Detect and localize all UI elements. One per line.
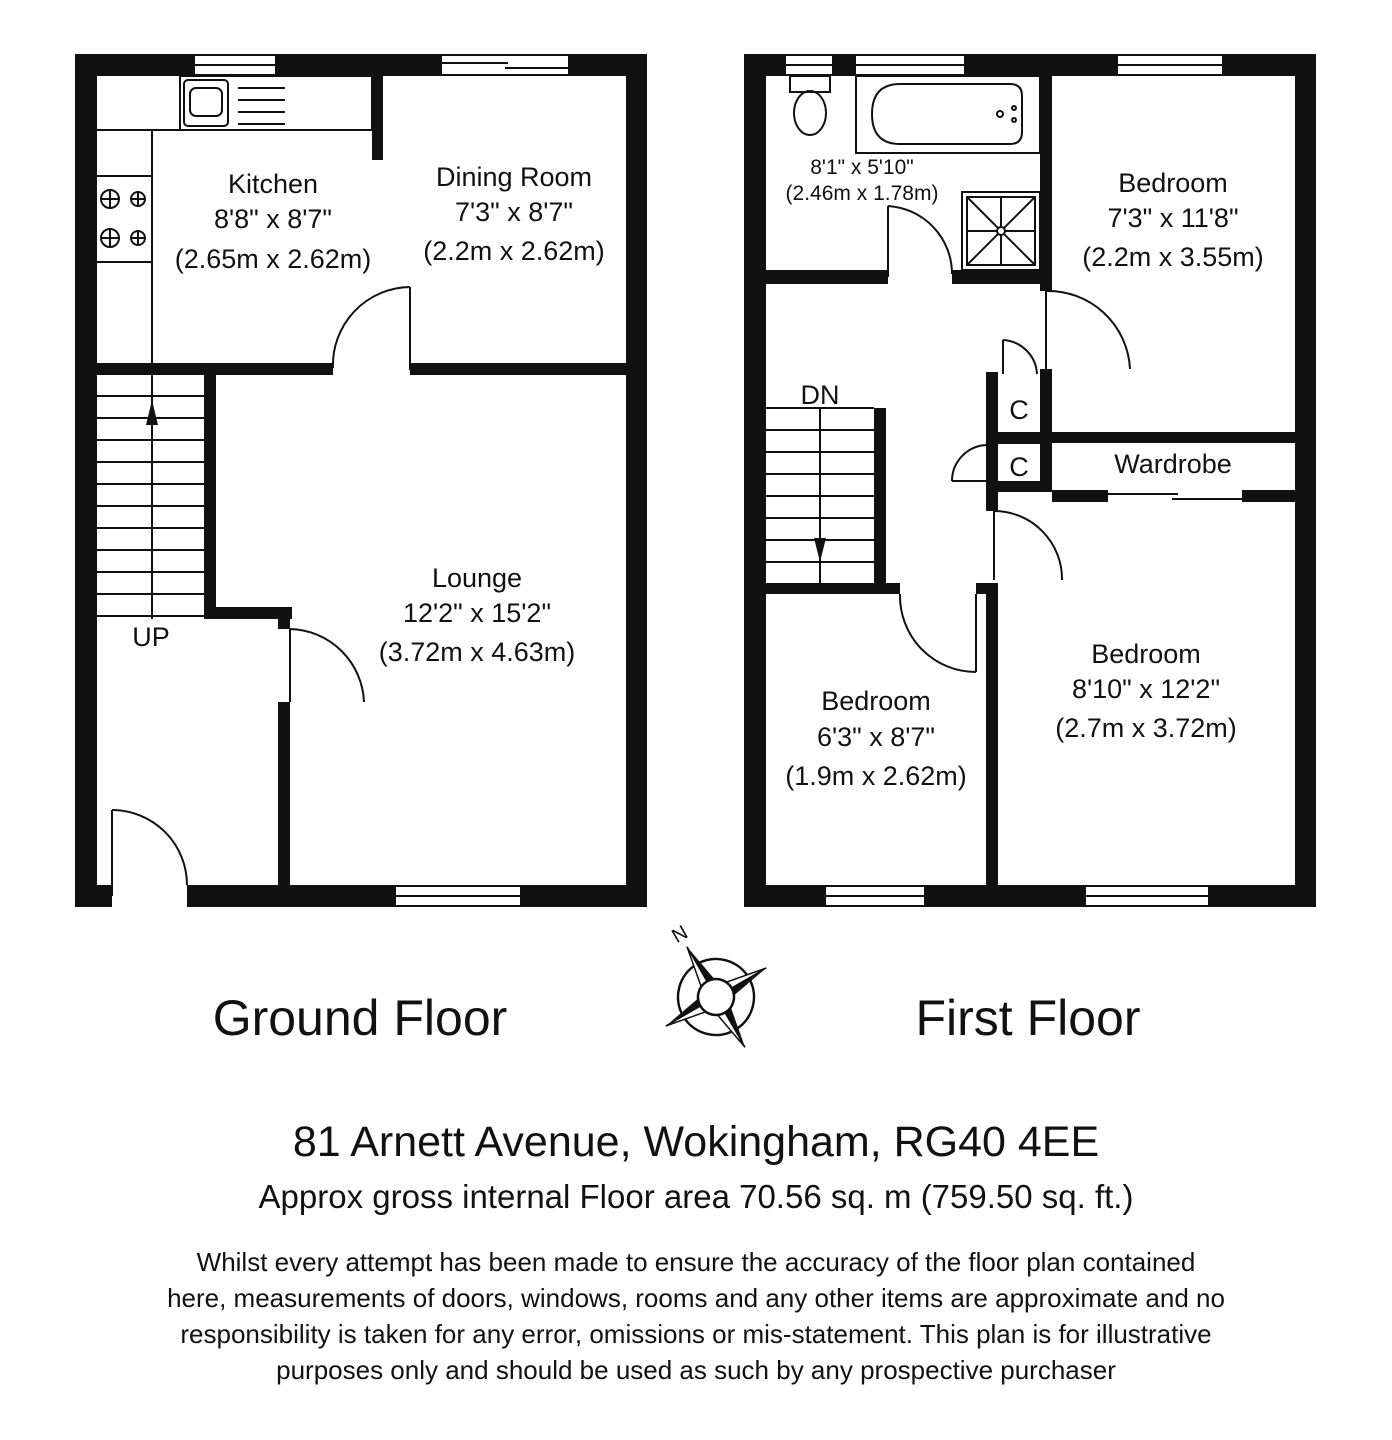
lounge-name: Lounge: [431, 563, 523, 593]
cupboard-label: C: [1009, 395, 1029, 425]
ground-floor-plan: [75, 54, 647, 907]
kitchen-name: Kitchen: [227, 169, 319, 199]
lounge-metric: (3.72m x 4.63m): [378, 637, 576, 667]
wardrobe-label: Wardrobe: [1114, 449, 1232, 479]
wardrobe-doors: [1108, 490, 1242, 502]
bedroom-front-metric: (2.7m x 3.72m): [1055, 713, 1237, 743]
stairs-down-label: DN: [800, 380, 840, 410]
first-floor-title: First Floor: [915, 990, 1141, 1046]
floor-area-summary: Approx gross internal Floor area 70.56 sq. m (759.50 sq. ft.): [258, 1178, 1134, 1215]
disclaimer-line: here, measurements of doors, windows, rooms and any other items are approximate and no: [167, 1283, 1225, 1313]
kitchen-metric: (2.65m x 2.62m): [174, 244, 372, 274]
bedroom-rear-imperial: 7'3" x 11'8": [1107, 203, 1239, 233]
staircase: [766, 408, 874, 583]
arrow-down-icon: [814, 538, 826, 562]
bedroom-rear-name: Bedroom: [1118, 168, 1228, 198]
front-door: [112, 810, 187, 896]
window: [195, 56, 275, 74]
bedroom-front-name: Bedroom: [1091, 639, 1201, 669]
disclaimer-line: Whilst every attempt has been made to ensure the accuracy of the floor plan contained: [196, 1247, 1196, 1277]
cupboard-label: C: [1009, 452, 1029, 482]
bath-icon: [856, 76, 1040, 153]
bathroom-metric: (2.46m x 1.78m): [785, 182, 939, 205]
ground-floor-title: Ground Floor: [212, 990, 508, 1046]
first-floor-plan: [744, 54, 1316, 907]
dining-room-name: Dining Room: [435, 162, 593, 192]
staircase: [97, 375, 204, 619]
kitchen-imperial: 8'8" x 8'7": [213, 204, 333, 234]
lounge-door: [290, 629, 364, 702]
hob-icon: [101, 190, 145, 247]
window: [442, 56, 568, 74]
dining-room-metric: (2.2m x 2.62m): [423, 236, 605, 266]
bedroom-front-imperial: 8'10" x 12'2": [1071, 674, 1221, 704]
kitchen-door: [333, 287, 410, 370]
disclaimer: [0, 1244, 1392, 1388]
cupboard-door: [952, 445, 988, 481]
lounge-imperial: 12'2" x 15'2": [402, 598, 552, 628]
window: [1086, 887, 1208, 905]
window: [786, 56, 832, 74]
property-address: 81 Arnett Avenue, Wokingham, RG40 4EE: [292, 1118, 1100, 1166]
toilet-icon: [790, 76, 830, 135]
disclaimer-line: purposes only and should be used as such by any prospective purchaser: [276, 1355, 1116, 1385]
compass-rose-icon: [624, 896, 795, 1076]
compass-north-label: N: [668, 921, 692, 948]
bedroom-small-metric: (1.9m x 2.62m): [785, 761, 967, 791]
dining-room-imperial: 7'3" x 8'7": [454, 197, 574, 227]
window: [396, 887, 520, 905]
bedroom-rear-door: [1046, 291, 1130, 369]
bedroom-rear-metric: (2.2m x 3.55m): [1082, 242, 1264, 272]
bedroom-front-door: [994, 511, 1062, 580]
sink-icon: [184, 80, 285, 126]
window: [856, 56, 964, 74]
bathroom-door: [888, 206, 952, 277]
stairs-up-label: UP: [132, 622, 170, 652]
bedroom-small-door: [900, 594, 976, 672]
arrow-up-icon: [146, 400, 158, 425]
cupboard-door: [1003, 340, 1037, 374]
disclaimer-line: responsibility is taken for any error, omissions or mis-statement. This plan is for illustrative: [180, 1319, 1212, 1349]
window: [1118, 56, 1222, 74]
bedroom-small-name: Bedroom: [821, 686, 931, 716]
bedroom-small-imperial: 6'3" x 8'7": [816, 722, 936, 752]
window: [826, 887, 924, 905]
shower-icon: [962, 192, 1040, 270]
bathroom-imperial: 8'1" x 5'10": [810, 156, 914, 179]
